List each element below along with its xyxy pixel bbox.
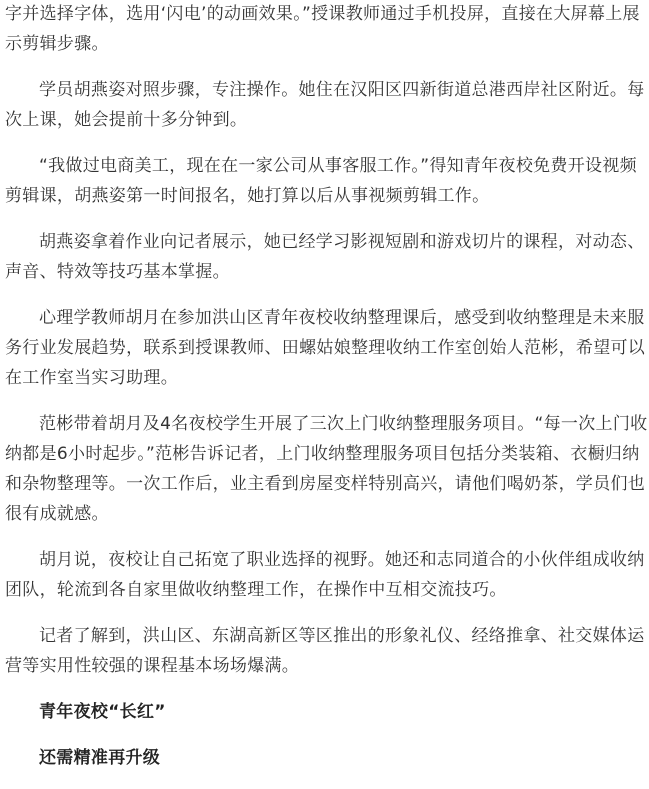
- article-paragraph: 字并选择字体，选用‘闪电’的动画效果。”授课教师通过手机投屏，直接在大屏幕上展示剪辑步骤。: [5, 4, 640, 54]
- section-subheading: 还需精准再升级: [39, 748, 161, 768]
- article-paragraph: 胡燕姿拿着作业向记者展示，她已经学习影视短剧和游戏切片的课程，对动态、声音、特效等技巧基本掌握。: [5, 232, 645, 282]
- article-paragraph: 范彬带着胡月及4名夜校学生开展了三次上门收纳整理服务项目。“每一次上门收纳都是6小时起步。”范彬告诉记者，上门收纳整理服务项目包括分类装箱、衣橱归纳和杂物整理等。一次工作后，业主看到房屋变样特别高兴，请他们喝奶茶，学员们也很有成就感。: [5, 414, 648, 524]
- article-paragraph: 心理学教师胡月在参加洪山区青年夜校收纳整理课后，感受到收纳整理是未来服务行业发展趋势，联系到授课教师、田螺姑娘整理收纳工作室创始人范彬，希望可以在工作室当实习助理。: [5, 308, 646, 388]
- article-paragraph: 胡月说，夜校让自己拓宽了职业选择的视野。她还和志同道合的小伙伴组成收纳团队，轮流到各自家里做收纳整理工作，在操作中互相交流技巧。: [5, 550, 645, 600]
- article-paragraph: 记者了解到，洪山区、东湖高新区等区推出的形象礼仪、经络推拿、社交媒体运营等实用性较强的课程基本场场爆满。: [5, 626, 645, 676]
- section-subheading: 青年夜校“长红”: [39, 702, 166, 722]
- article-body: [5, 0, 649, 789]
- article-paragraph: 学员胡燕姿对照步骤，专注操作。她住在汉阳区四新街道总港西岸社区附近。每次上课，她会提前十多分钟到。: [5, 80, 645, 130]
- article-paragraph: “我做过电商美工，现在在一家公司从事客服工作。”得知青年夜校免费开设视频剪辑课，胡燕姿第一时间报名，她打算以后从事视频剪辑工作。: [5, 156, 637, 206]
